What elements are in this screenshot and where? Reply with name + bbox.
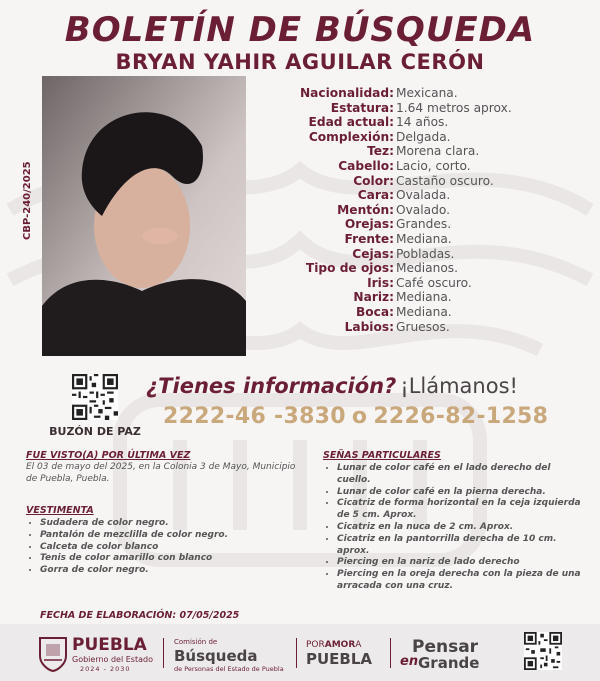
attr-row bbox=[250, 247, 580, 262]
attr-row bbox=[250, 232, 580, 247]
attr-label: Iris: bbox=[367, 275, 394, 290]
attr-value: Castaño oscuro. bbox=[396, 173, 494, 188]
pensar-grande: Grande bbox=[418, 654, 480, 672]
attr-row bbox=[250, 261, 580, 276]
list-item: • Pantalón de mezclilla de color negro. bbox=[40, 530, 296, 542]
attr-row bbox=[250, 290, 580, 305]
attr-row bbox=[250, 130, 580, 145]
attr-label: Mentón: bbox=[337, 202, 394, 217]
list-item: • Cicatriz en la nuca de 2 cm. Aprox. bbox=[337, 522, 583, 534]
attr-value: Ovalado. bbox=[396, 202, 450, 217]
attr-label: Cabello: bbox=[338, 158, 394, 173]
gov-logo-puebla: PUEBLA bbox=[72, 635, 147, 655]
attr-row bbox=[250, 305, 580, 320]
attr-value: Mediana. bbox=[396, 231, 452, 246]
attr-row bbox=[250, 144, 580, 159]
attr-label: Complexión: bbox=[308, 129, 394, 144]
missing-person-name: BRYAN YAHIR AGUILAR CERÓN bbox=[115, 50, 485, 74]
qr-code-icon[interactable] bbox=[72, 374, 118, 420]
list-item: • Piercing en la oreja derecha con la pieza de una arracada con una cruz. bbox=[337, 569, 583, 593]
list-item: • Sudadera de color negro. bbox=[40, 518, 296, 530]
attr-label: Nacionalidad: bbox=[299, 86, 394, 100]
attr-value: Grandes. bbox=[396, 217, 452, 232]
missing-person-photo bbox=[42, 76, 246, 356]
footer-divider bbox=[163, 638, 164, 668]
phone-link[interactable]: 2226-82-1258 bbox=[373, 404, 549, 429]
case-id: CBP-240/2025 bbox=[22, 161, 33, 240]
clothing-heading: VESTIMENTA bbox=[26, 505, 94, 516]
attr-value: 1.64 metros aprox. bbox=[396, 100, 512, 115]
footer-logos bbox=[0, 624, 600, 681]
marks-list bbox=[323, 463, 583, 593]
attr-label: Cara: bbox=[357, 188, 394, 203]
por-text: POR bbox=[306, 640, 325, 650]
phone-numbers bbox=[163, 404, 548, 429]
list-item: • Tenis de color amarillo con blanco bbox=[40, 553, 296, 565]
attr-value: Mediana. bbox=[396, 290, 452, 305]
info-question: ¿Tienes información? bbox=[146, 374, 397, 398]
call-us: ¡Llámanos! bbox=[400, 374, 518, 398]
list-item: • Calceta de color blanco bbox=[40, 542, 296, 554]
phone-connector: o bbox=[351, 404, 368, 429]
comision-label: Comisión de bbox=[174, 638, 218, 646]
last-seen-heading: FUE VISTO(A) POR ÚLTIMA VEZ bbox=[26, 450, 191, 461]
list-item: • Gorra de color negro. bbox=[40, 565, 296, 577]
busqueda-logo: Búsqueda bbox=[174, 647, 258, 665]
phone-link[interactable]: 2222-46 -3830 bbox=[163, 404, 346, 429]
distinguishing-marks-section bbox=[323, 450, 583, 593]
attr-label: Frente: bbox=[344, 231, 394, 246]
attr-value: Delgada. bbox=[396, 129, 451, 144]
attr-row bbox=[250, 203, 580, 218]
attr-label: Tez: bbox=[367, 144, 394, 159]
list-item: • Lunar de color café en la pierna derecha. bbox=[337, 487, 583, 499]
attr-value: Pobladas. bbox=[396, 246, 455, 261]
clothing-list bbox=[26, 518, 296, 577]
contact-prompt bbox=[146, 374, 518, 398]
attr-value: Morena clara. bbox=[396, 144, 480, 159]
attr-value: Gruesos. bbox=[396, 319, 450, 334]
marks-heading: SEÑAS PARTICULARES bbox=[323, 450, 441, 461]
a-text: A bbox=[355, 640, 362, 650]
attr-label: Orejas: bbox=[344, 217, 394, 232]
attr-label: Cejas: bbox=[352, 246, 394, 261]
attr-label: Edad actual: bbox=[308, 115, 394, 130]
attr-value: Lacio, corto. bbox=[396, 158, 471, 173]
attr-label: Boca: bbox=[356, 304, 394, 319]
attr-value: 14 años. bbox=[396, 115, 449, 130]
list-item: • Lunar de color café en el lado derecho del cuello. bbox=[337, 463, 583, 487]
attr-label: Tipo de ojos: bbox=[305, 261, 394, 276]
amor-text: AMOR bbox=[324, 640, 356, 650]
pensar-en: en bbox=[400, 654, 419, 669]
attr-row bbox=[250, 276, 580, 291]
last-seen-section bbox=[26, 450, 296, 485]
attr-value: Café oscuro. bbox=[396, 275, 472, 290]
bulletin-title: BOLETÍN DE BÚSQUEDA bbox=[64, 10, 536, 50]
gov-logo-subtitle: Gobierno del Estado bbox=[72, 655, 153, 664]
busqueda-subtitle: de Personas del Estado de Puebla bbox=[174, 665, 284, 673]
list-item: • Cicatriz de forma horizontal en la ceja izquierda de 5 cm. Aprox. bbox=[337, 498, 583, 522]
attr-row bbox=[250, 115, 580, 130]
attr-row bbox=[250, 188, 580, 203]
attr-label: Estatura: bbox=[330, 100, 394, 115]
attr-row bbox=[250, 320, 580, 335]
last-seen-text: El 03 de mayo del 2025, en la Colonia 3 de Mayo, Municipio de Puebla, Puebla. bbox=[26, 462, 296, 484]
attr-row bbox=[250, 86, 580, 101]
clothing-section bbox=[26, 505, 296, 577]
por-amor-puebla: PUEBLA bbox=[306, 650, 373, 668]
gov-logo-years: 2024 - 2030 bbox=[80, 665, 131, 673]
physical-description bbox=[250, 86, 580, 334]
attr-label: Nariz: bbox=[353, 290, 394, 305]
attr-row bbox=[250, 101, 580, 116]
list-item: • Cicatriz en la pantorrilla derecha de 10 cm. aprox. bbox=[337, 534, 583, 558]
elaboration-date: FECHA DE ELABORACIÓN: 07/05/2025 bbox=[40, 610, 240, 621]
state-shield-icon bbox=[38, 636, 68, 672]
attr-row bbox=[250, 159, 580, 174]
attr-row bbox=[250, 174, 580, 189]
attr-row bbox=[250, 217, 580, 232]
attr-value: Mediana. bbox=[396, 304, 452, 319]
footer-divider bbox=[296, 638, 297, 668]
attr-value: Medianos. bbox=[396, 261, 459, 276]
list-item: • Piercing en la nariz de lado derecho bbox=[337, 557, 583, 569]
buzon-de-paz-label: BUZÓN DE PAZ bbox=[49, 425, 141, 438]
qr-code-icon[interactable] bbox=[524, 632, 562, 670]
footer-divider bbox=[390, 638, 391, 668]
attr-value: Ovalada. bbox=[396, 188, 451, 203]
attr-label: Color: bbox=[353, 173, 394, 188]
pensar-logo: Pensar bbox=[412, 637, 479, 657]
por-amor-logo bbox=[306, 640, 361, 650]
attr-value: Mexicana. bbox=[396, 86, 458, 100]
attr-label: Labios: bbox=[344, 319, 394, 334]
